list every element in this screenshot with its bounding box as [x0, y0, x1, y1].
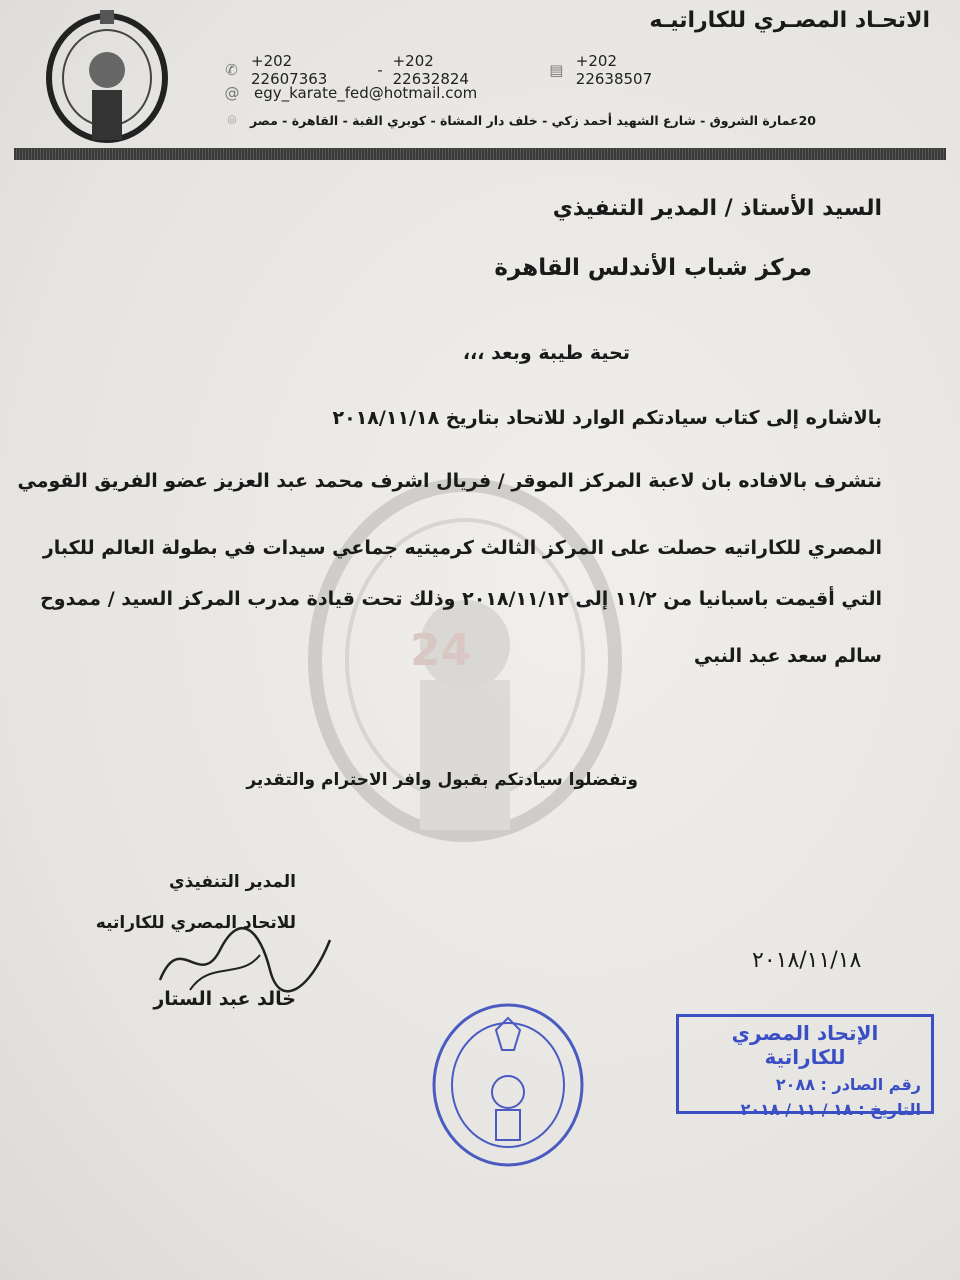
- location-pin-icon: ⌾: [227, 111, 237, 129]
- paragraph-line: المصري للكاراتيه حصلت على المركز الثالث كرميتيه جماعي سيدات في بطولة العالم للكبار: [42, 537, 882, 559]
- signatory-name: خالد عبد الستار: [153, 988, 296, 1010]
- phone-separator: -: [377, 61, 383, 79]
- email-address: egy_karate_fed@hotmail.com: [254, 84, 478, 102]
- handwritten-date: ٢٠١٨/١١/١٨: [752, 948, 862, 973]
- svg-text:24: 24: [410, 625, 472, 676]
- header-divider: [14, 148, 946, 160]
- paragraph-line: سالم سعد عبد النبي: [693, 645, 882, 667]
- signatory-org: للاتحاد المصري للكاراتيه: [95, 913, 296, 933]
- phone-number-1: +202 22607363: [251, 52, 328, 88]
- federation-seal: [428, 1000, 588, 1170]
- paragraph-line: بالاشاره إلى كتاب سيادتكم الوارد للاتحاد بتاريخ ٢٠١٨/١١/١٨: [332, 407, 882, 429]
- signatory-title: المدير التنفيذي: [169, 872, 296, 892]
- paragraph-line: نتشرف بالافاده بان لاعبة المركز الموقر / فريال اشرف محمد عبد العزيز عضو الفريق القومي: [17, 470, 882, 492]
- federation-logo: [42, 8, 172, 144]
- recipient: مركز شباب الأندلس القاهرة: [494, 255, 812, 281]
- address-row: [222, 110, 816, 130]
- greeting: تحية طيبة وبعد ،،،: [462, 342, 630, 364]
- address-text: 20عمارة الشروق - شارع الشهيد أحمد زكي - خلف دار المشاة - كوبري القبة - القاهرة - مصر: [250, 112, 816, 128]
- handwritten-signature: [150, 920, 340, 1000]
- phone-icon: ✆: [225, 61, 238, 79]
- closing-line: وتفضلوا سيادتكم بقبول وافر الاحترام والتقدير: [246, 770, 638, 790]
- at-icon: @: [224, 84, 240, 102]
- salutation: السيد الأستاذ / المدير التنفيذي: [552, 196, 882, 221]
- outgoing-stamp: [676, 1014, 934, 1119]
- federation-watermark: [300, 470, 630, 850]
- org-name: الاتحـاد المصـري للكاراتيـه: [649, 8, 930, 33]
- stamp-date: التاريخ : ١٨ / ١١ / ٢٠١٨: [740, 1100, 921, 1119]
- stamp-reference: رقم الصادر : ٢٠٨٨: [775, 1075, 921, 1094]
- phone-number-2: +202 22632824: [392, 52, 469, 88]
- paragraph-line: التي أقيمت باسبانيا من ١١/٢ إلى ٢٠١٨/١١/١٢ وذلك تحت قيادة مدرب المركز السيد / ممدوح: [40, 588, 882, 610]
- email-row: [222, 83, 477, 103]
- stamp-org: الإتحاد المصري للكاراتية: [731, 1021, 879, 1069]
- fax-number: +202 22638507: [575, 52, 653, 88]
- fax-icon: ▤: [549, 61, 564, 79]
